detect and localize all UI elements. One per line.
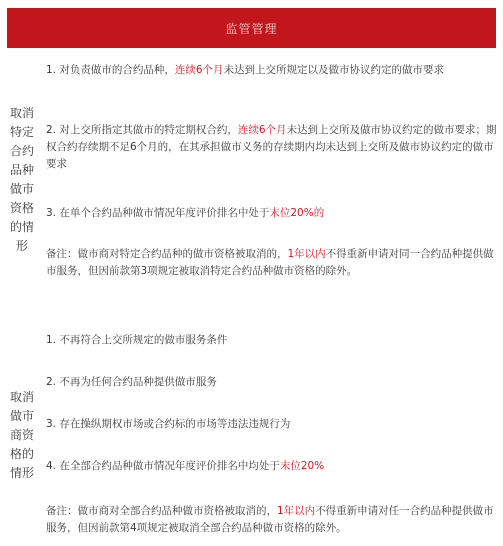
list-item: 1. 对负责做市的合约品种，连续6个月未达到上交所规定以及做市协议约定的做市要求	[46, 64, 445, 76]
list-item: 3. 存在操纵期权市场或合约标的市场等违法违规行为	[46, 418, 291, 430]
section-label-cancel-specific: 取消特定合约品种做市资格的情形	[9, 106, 34, 253]
list-item: 1. 不再符合上交所规定的做市服务条件	[46, 334, 228, 346]
list-item: 3. 在单个合约品种做市情况年度评价排名中处于末位20%的	[46, 207, 325, 219]
note: 备注：做市商对全部合约品种做市资格被取消的，1年以内不得重新申请对任一合约品种提供做市服务，但因前款第4项规定被取消全部合约品种做市资格的除外。	[46, 505, 494, 534]
note: 备注：做市商对特定合约品种的做市资格被取消的，1年以内不得重新申请对同一合约品种提供做市服务，但因前款第3项规定被取消特定合约品种做市资格的除外。	[46, 248, 494, 277]
header-title: 监管管理	[225, 21, 278, 36]
list-item: 2. 对上交所指定其做市的特定期权合约，连续6个月未达到上交所及做市协议约定的做市要求；期权合约存续期不足6个月的，在其承担做市义务的存续期内均未达到上交所及做市协议约定的做市要求	[46, 124, 497, 170]
list-item: 2. 不再为任何合约品种提供做市服务	[46, 376, 217, 388]
list-item: 4. 在全部合约品种做市情况年度评价排名中均处于末位20%	[46, 460, 325, 472]
header-bar	[7, 8, 496, 48]
section-label-cancel-all: 取消做市商资格的情形	[9, 390, 34, 480]
